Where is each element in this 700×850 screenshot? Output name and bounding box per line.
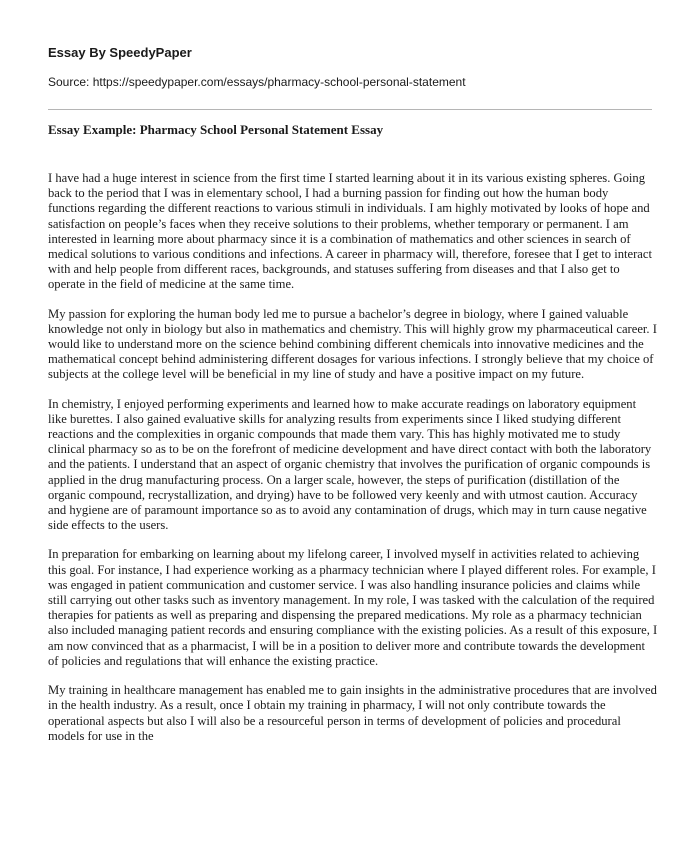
header-divider [48,109,652,110]
site-name: Essay By SpeedyPaper [48,45,192,60]
source-line: Source: https://speedypaper.com/essays/pharmacy-school-personal-statement [48,75,466,89]
essay-paragraph: In preparation for embarking on learning about my lifelong career, I involved myself in activities related to achieving this goal. For instance, I had experience working as a pharmacy technician where I played different roles. For example, I was engaged in patient communication and customer service. I was also handling insurance policies and claims while still carrying out other tasks such as inventory management. In my role, I was tasked with the calculation of the required therapies for patients as well as preparing and dispensing the prepared medications. My role as a pharmacy technician also included managing patient records and ensuring compliance with the existing policies. As a result of this exposure, I am now convinced that as a pharmacist, I will be in a position to deliver more and contribute towards the development of policies and regulations that will enhance the existing practice. [48,547,658,668]
essay-paragraph: My training in healthcare management has enabled me to gain insights in the administrative procedures that are involved in the health industry. As a result, once I obtain my training in pharmacy, I will not only contribute towards the operational aspects but also I will also be a resourceful person in terms of development of policies and procedural models for use in the [48,683,657,743]
essay-paragraph: In chemistry, I enjoyed performing experiments and learned how to make accurate readings on laboratory equipment like burettes. I also gained evaluative skills for analyzing results from experiments since I liked studying different reactions and the complexities in organic compounds that made them vary. This has highly motivated me to study clinical pharmacy so as to be on the forefront of medicine development and have direct contact with both the laboratory and the patients. I understand that an aspect of organic chemistry that involves the purification of organic compounds is applied in the drug manufacturing process. On a larger scale, however, the steps of purification (distillation of the organic compound, recrystallization, and drying) have to be followed very keenly and with utmost caution. Accuracy and hygiene are of paramount importance so as to avoid any contamination of drugs, which may in turn cause negative side effects to the users. [48,396,652,533]
essay-title: Essay Example: Pharmacy School Personal Statement Essay [48,122,384,137]
essay-paragraph: I have had a huge interest in science from the first time I started learning about it in its various existing spheres. Going back to the period that I was in elementary school, I had a burning passion for finding out how the human body functions regarding the different reactions to various stimuli in individuals. I am highly motivated by looks of hope and satisfaction on people’s faces when they receive solutions to their problems, whether temporary or permanent. I am interested in learning more about pharmacy since it is a combination of mathematics and other sciences in search of medical solutions to various conditions and infections. A career in pharmacy will, therefore, foresee that I get to interact with and help people from different races, backgrounds, and statuses suffering from diseases and that I also get to operate in the field of medicine at the same time. [48,171,652,292]
essay-paragraph: My passion for exploring the human body led me to pursue a bachelor’s degree in biology, where I gained valuable knowledge not only in biology but also in mathematics and chemistry. This will highly grow my pharmaceutical career. I would like to understand more on the science behind combining different chemicals into innovative medicines and the mathematical concept behind administering different dosages for various infections. I strongly believe that my choice of subjects at the college level will be beneficial in my line of study and have a positive impact on my future. [48,306,657,382]
document-header [48,44,652,90]
essay-body [48,171,658,758]
